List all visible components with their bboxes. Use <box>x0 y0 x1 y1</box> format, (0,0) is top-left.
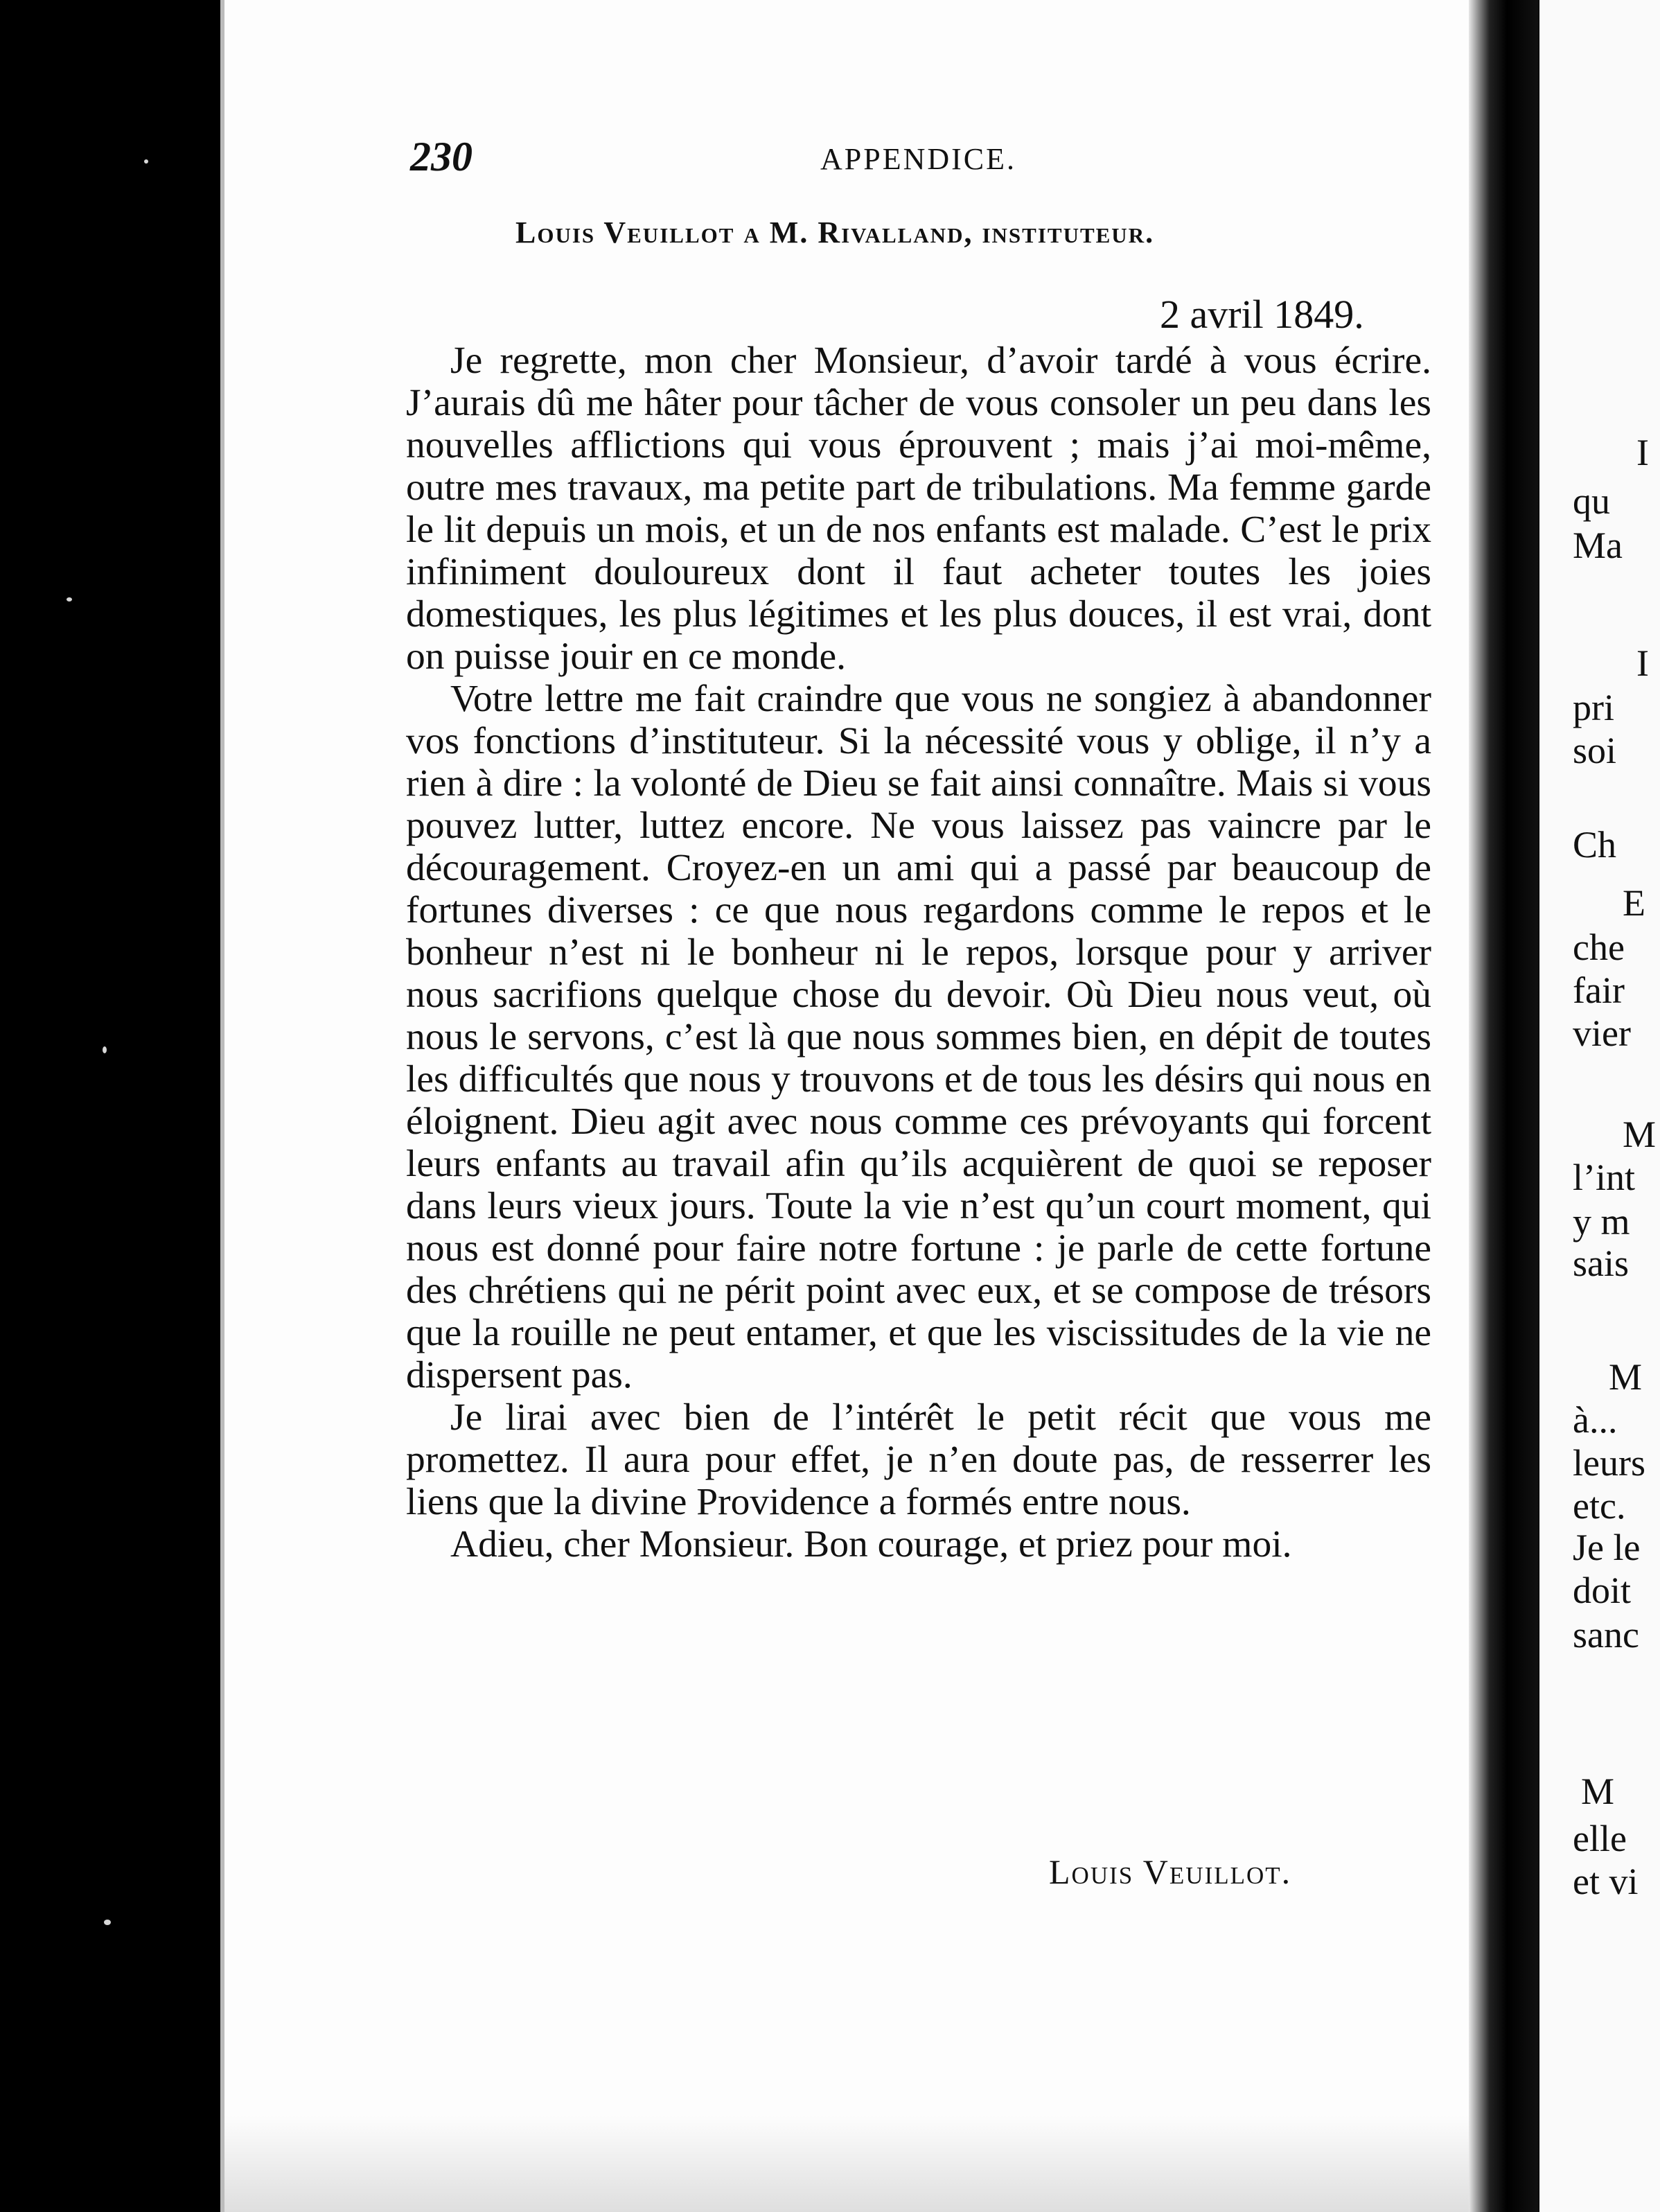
facing-line-fragment: leurs <box>1573 1442 1645 1484</box>
facing-line-fragment: sais <box>1573 1243 1629 1284</box>
facing-line-fragment: Ch <box>1573 824 1617 866</box>
page-number: 230 <box>410 134 473 179</box>
facing-line-fragment: I <box>1636 642 1649 684</box>
facing-line-fragment: l’int <box>1573 1157 1635 1198</box>
facing-line-fragment: M <box>1581 1771 1615 1812</box>
facing-page <box>1539 0 1660 2212</box>
facing-line-fragment: E <box>1623 882 1645 924</box>
scan-speck <box>103 1046 107 1053</box>
facing-line-fragment: qu <box>1573 480 1610 522</box>
facing-line-fragment: elle <box>1573 1818 1627 1859</box>
facing-line-fragment: Je le <box>1573 1527 1641 1568</box>
facing-line-fragment: et vi <box>1573 1861 1639 1902</box>
facing-line-fragment: fair <box>1573 969 1625 1011</box>
facing-line-fragment: sanc <box>1573 1614 1639 1656</box>
facing-line-fragment: I <box>1636 432 1649 473</box>
facing-line-fragment: à... <box>1573 1399 1618 1441</box>
facing-line-fragment: M <box>1623 1114 1657 1155</box>
scan-speck <box>144 159 148 164</box>
letter-title: Louis Veuillot a M. Rivalland, instituteur. <box>515 216 1155 249</box>
facing-line-fragment: M <box>1609 1356 1643 1398</box>
running-head: APPENDICE. <box>820 142 1017 176</box>
scan-speck <box>67 597 72 602</box>
book-gutter <box>1469 0 1538 2212</box>
paragraph: Je regrette, mon cher Monsieur, d’avoir tardé à vous écrire. J’aurais dû me hâter pour tâcher de vous consoler un peu dans les nouvelles afflictions qui vous éprouvent ; mais j’ai moi-même, outre mes travaux, ma petite part de tribulations. Ma femme garde le lit depuis un mois, et un de nos enfants est malade. C’est le prix infiniment douloureux dont il faut acheter toutes les joies domestiques, les plus légitimes et les plus douces, il est vrai, dont on puisse jouir en ce monde. <box>406 340 1431 678</box>
facing-line-fragment: vier <box>1573 1012 1631 1054</box>
letter-body <box>406 340 1431 1565</box>
paragraph: Adieu, cher Monsieur. Bon courage, et priez pour moi. <box>450 1523 1292 1565</box>
paragraph: Votre lettre me fait craindre que vous ne songiez à abandonner vos fonctions d’instituteur. Si la nécessité vous y oblige, il n’y a rien à dire : la volonté de Dieu se fait ainsi connaître. Mais si vous pouvez lutter, luttez encore. Ne vous laissez pas vaincre par le découragement. Croyez-en un ami qui a passé par beaucoup de fortunes diverses : ce que nous regardons comme le repos et le bonheur n’est ni le bonheur ni le repos, lorsque pour y arriver nous sacrifions quelque chose du devoir. Où Dieu nous veut, où nous le servons, c’est là que nous sommes bien, en dépit de toutes les difficultés que nous y trouvons et de tous les désirs qui nous en éloignent. Dieu agit avec nous comme ces prévoyants qui forcent leurs enfants au travail afin qu’ils acquièrent de quoi se reposer dans leurs vieux jours. Toute la vie n’est qu’un court moment, qui nous est donné pour faire notre fortune : je parle de cette fortune des chrétiens qui ne périt point avec eux, et se compose de trésors que la rouille ne peut entamer, et que les viscissitudes de la vie ne dispersent pas. <box>406 678 1431 1396</box>
page-shadow <box>224 2115 1494 2212</box>
scan-speck <box>104 1920 111 1925</box>
facing-line-fragment: pri <box>1573 687 1614 728</box>
signature: Louis Veuillot. <box>1049 1852 1292 1891</box>
facing-line-fragment: doit <box>1573 1570 1632 1611</box>
paragraph: Je lirai avec bien de l’intérêt le petit récit que vous me promettez. Il aura pour effet, je n’en doute pas, de resserrer les liens que la divine Providence a formés entre nous. <box>406 1396 1431 1523</box>
facing-line-fragment: y m <box>1573 1201 1630 1243</box>
book-page <box>220 0 1494 2212</box>
facing-line-fragment: soi <box>1573 730 1617 771</box>
facing-line-fragment: che <box>1573 927 1625 968</box>
facing-line-fragment: Ma <box>1573 525 1623 566</box>
letter-date: 2 avril 1849. <box>1160 292 1364 337</box>
facing-line-fragment: etc. <box>1573 1485 1626 1527</box>
